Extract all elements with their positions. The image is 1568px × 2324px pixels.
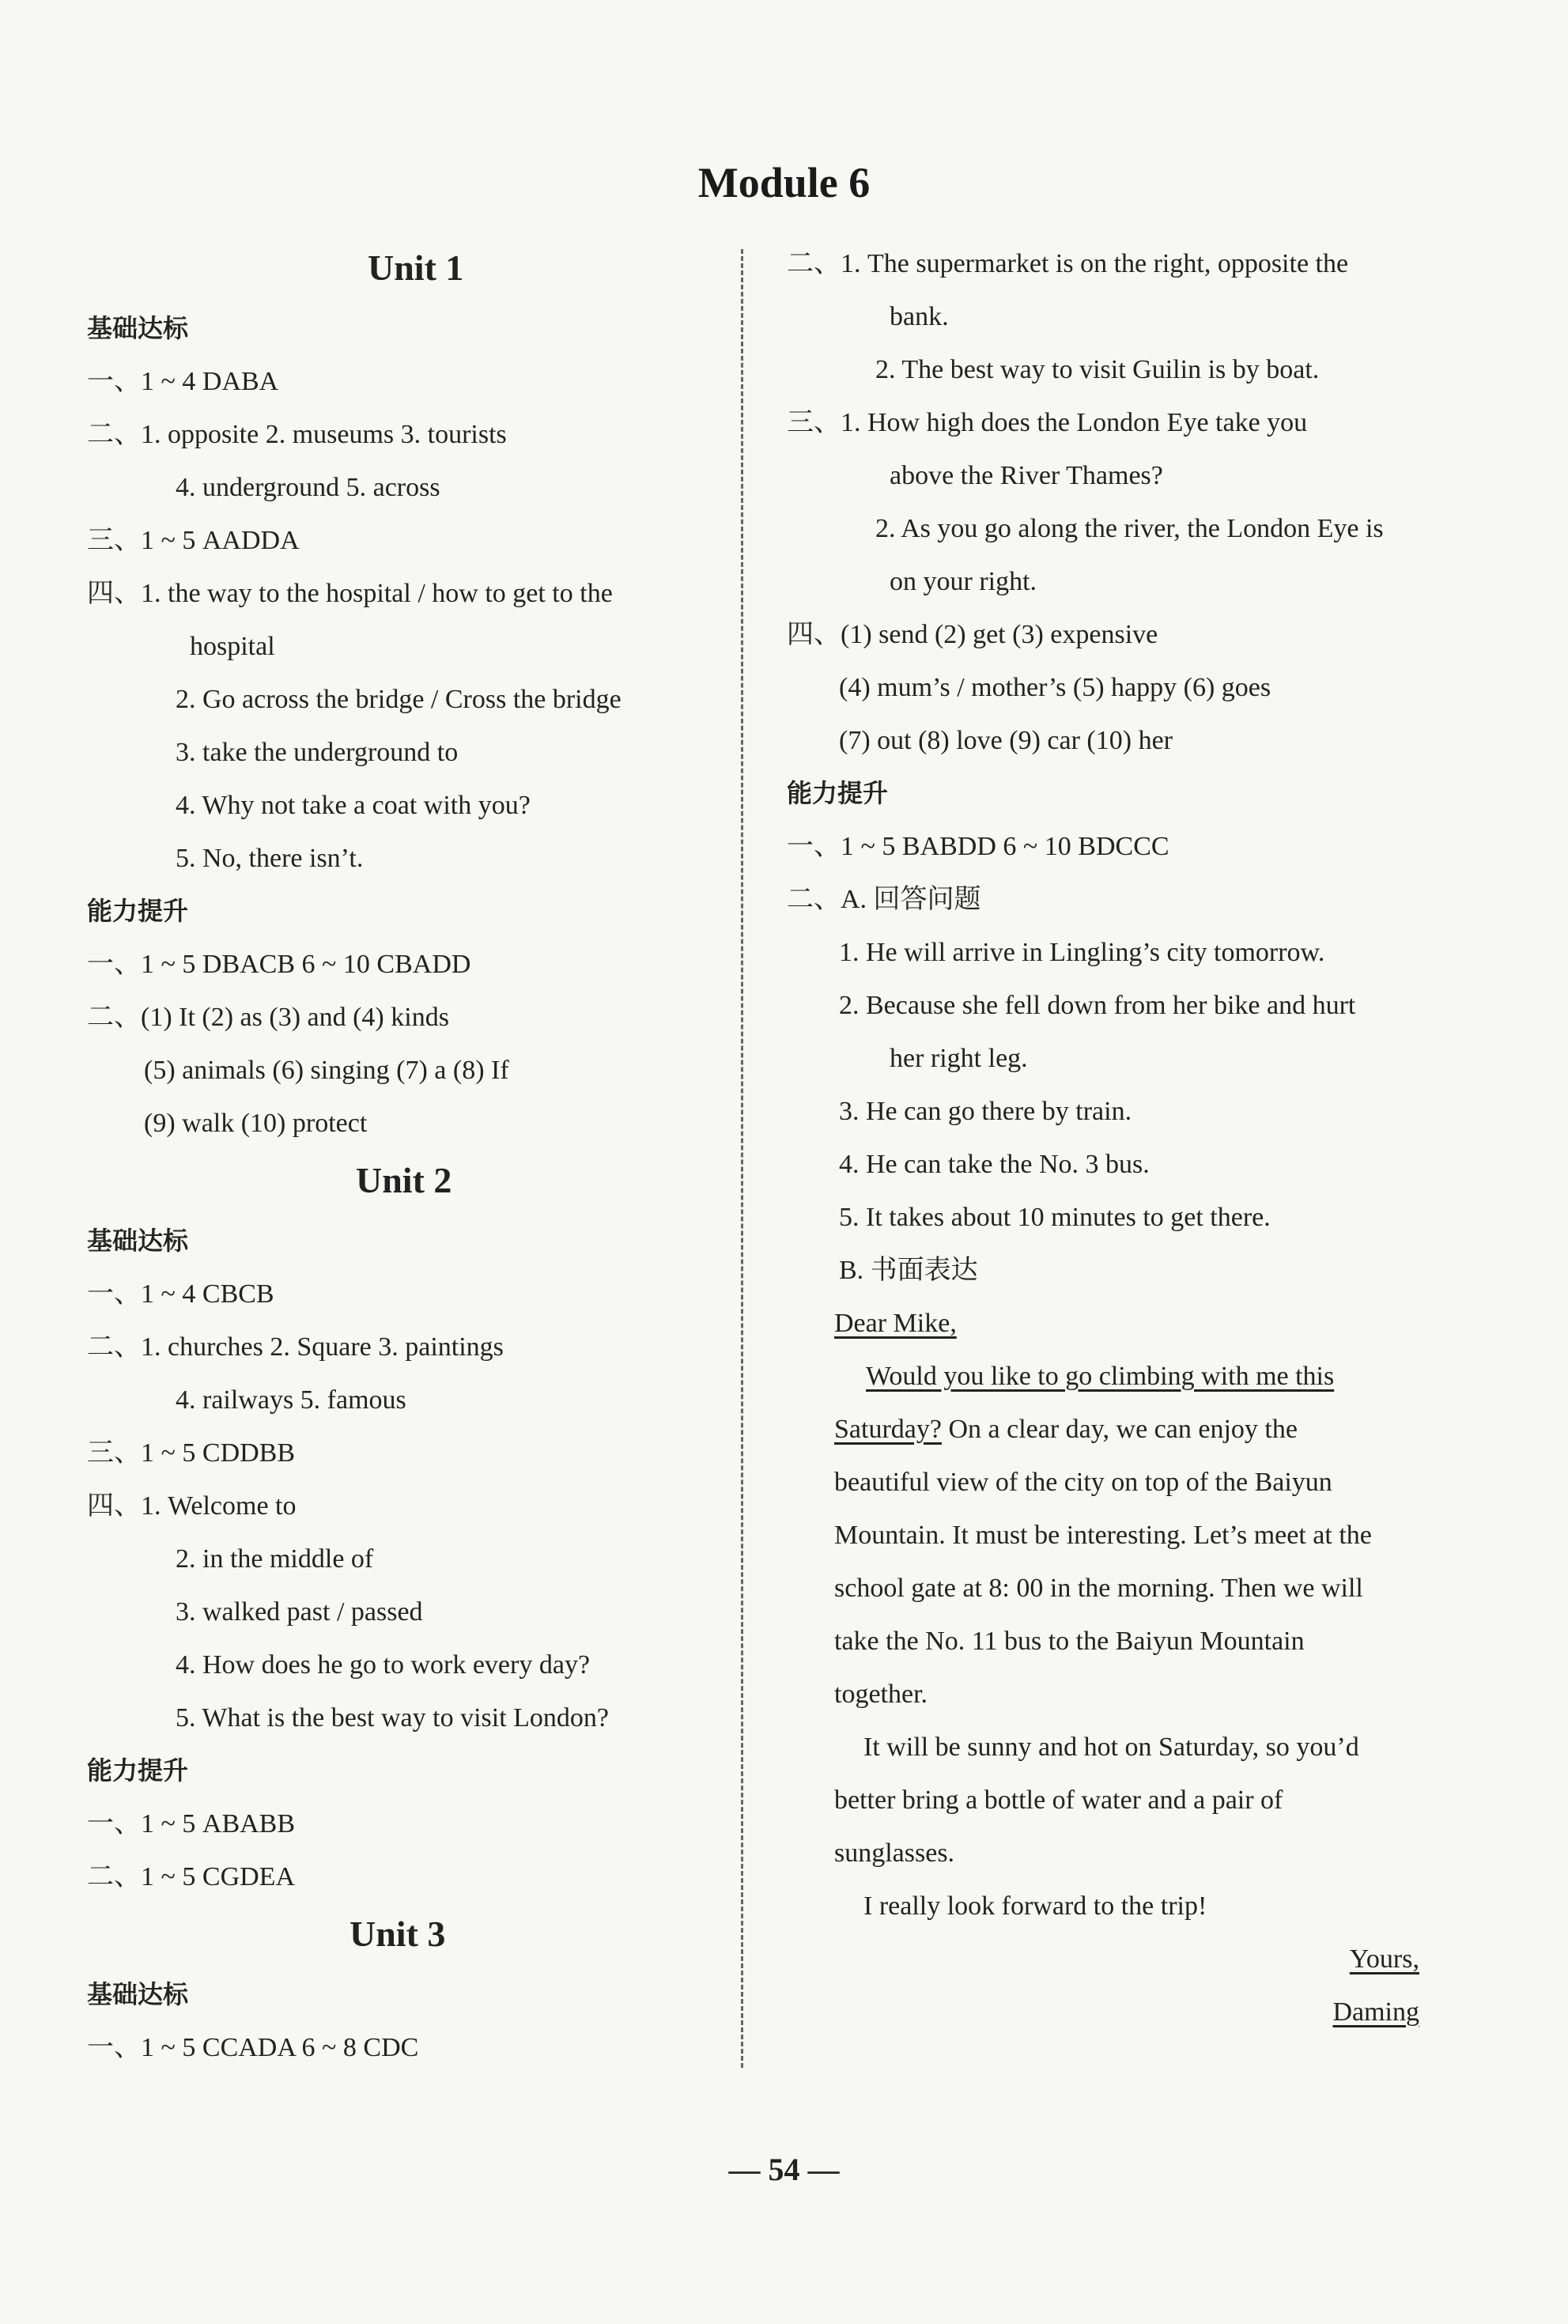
answer-line: 二、(1) It (2) as (3) and (4) kinds	[87, 1003, 449, 1032]
answer-line: 二、1 ~ 5 CGDEA	[87, 1862, 296, 1891]
answer-line: 4. railways 5. famous	[176, 1385, 406, 1415]
answer-line: 一、1 ~ 5 BABDD 6 ~ 10 BDCCC	[787, 832, 1169, 861]
answer-line: (5) animals (6) singing (7) a (8) If	[144, 1056, 509, 1085]
answer-line: 4. Why not take a coat with you?	[176, 791, 531, 820]
answer-line: 一、1 ~ 5 ABABB	[87, 1809, 296, 1838]
answer-line: 2. in the middle of	[176, 1544, 374, 1574]
answer-line: 5. It takes about 10 minutes to get there.	[839, 1203, 1271, 1232]
answer-line: 四、1. the way to the hospital / how to get to the	[87, 579, 613, 608]
answer-line: 4. How does he go to work every day?	[176, 1650, 591, 1680]
answer-line: 4. underground 5. across	[176, 473, 440, 502]
unit-2-basic-label: 基础达标	[87, 1226, 189, 1256]
right-advanced-label: 能力提升	[787, 778, 889, 808]
answer-line: 二、1. churches 2. Square 3. paintings	[87, 1332, 504, 1362]
answer-line: 二、A. 回答问题	[787, 885, 981, 914]
answer-line: her right leg.	[890, 1044, 1028, 1073]
answer-line: hospital	[190, 632, 275, 661]
letter-greeting-text: Dear Mike,	[834, 1309, 957, 1338]
answer-line: (4) mum’s / mother’s (5) happy (6) goes	[839, 673, 1271, 702]
letter-line	[787, 1403, 1435, 1456]
answer-line: 4. He can take the No. 3 bus.	[839, 1150, 1150, 1179]
letter-line	[787, 1350, 1435, 1403]
answer-line: 一、1 ~ 4 DABA	[87, 367, 279, 396]
answer-line: 2. Because she fell down from her bike and hurt	[839, 991, 1356, 1020]
answer-line: 四、(1) send (2) get (3) expensive	[787, 620, 1158, 649]
left-column	[87, 237, 743, 2074]
letter-line: It will be sunny and hot on Saturday, so you’d	[863, 1733, 1359, 1762]
answer-line: on your right.	[890, 567, 1037, 596]
writing-title: B. 书面表达	[839, 1256, 978, 1285]
answer-line: 1. He will arrive in Lingling’s city tomorrow.	[839, 938, 1325, 967]
page-number: — 54 —	[728, 2152, 840, 2187]
letter-line: sunglasses.	[834, 1838, 955, 1868]
answer-line: (7) out (8) love (9) car (10) her	[839, 726, 1173, 755]
letter-greeting	[787, 1297, 1435, 1350]
answer-line: 5. What is the best way to visit London?	[176, 1703, 610, 1733]
letter-line: beautiful view of the city on top of the Baiyun	[834, 1468, 1332, 1497]
module-title: Module 6	[697, 159, 871, 206]
answer-line: 5. No, there isn’t.	[176, 844, 364, 873]
answer-line: 三、1. How high does the London Eye take you	[787, 408, 1308, 437]
answer-line: 三、1 ~ 5 AADDA	[87, 526, 300, 555]
letter-text: Would you like to go climbing with me this	[866, 1362, 1335, 1391]
answer-line: 3. walked past / passed	[176, 1597, 423, 1627]
letter-line: take the No. 11 bus to the Baiyun Mountain	[834, 1627, 1305, 1656]
letter-signature-text: Daming	[1332, 1997, 1419, 2027]
answer-line: 3. He can go there by train.	[839, 1097, 1132, 1126]
answer-line: 一、1 ~ 5 CCADA 6 ~ 8 CDC	[87, 2033, 419, 2062]
right-column	[787, 237, 1435, 2039]
letter-closing-text: Yours,	[1349, 1944, 1419, 1974]
letter-closing	[787, 1933, 1435, 1986]
letter-line: I really look forward to the trip!	[863, 1891, 1207, 1921]
letter-line: Mountain. It must be interesting. Let’s meet at the	[834, 1521, 1372, 1550]
letter-line: together.	[834, 1680, 928, 1709]
letter-signature	[787, 1986, 1435, 2039]
answer-line: 一、1 ~ 4 CBCB	[87, 1279, 274, 1309]
answer-line: 三、1 ~ 5 CDDBB	[87, 1438, 296, 1468]
letter-text: Saturday?	[834, 1415, 942, 1444]
answer-line: (9) walk (10) protect	[144, 1109, 368, 1138]
unit-1-advanced-label: 能力提升	[87, 896, 189, 926]
letter-line: better bring a bottle of water and a pair of	[834, 1786, 1283, 1815]
letter-line: school gate at 8: 00 in the morning. Then we will	[834, 1574, 1363, 1603]
unit-3-basic-label: 基础达标	[87, 1979, 189, 2009]
answer-line: 四、1. Welcome to	[87, 1491, 297, 1521]
unit-3-title: Unit 3	[349, 1914, 446, 1954]
unit-2-advanced-label: 能力提升	[87, 1755, 189, 1786]
answer-line: 3. take the underground to	[176, 738, 459, 767]
answer-line: 二、1. opposite 2. museums 3. tourists	[87, 420, 507, 449]
letter-text: On a clear day, we can enjoy the	[948, 1415, 1298, 1444]
unit-1-title: Unit 1	[368, 248, 464, 288]
answer-line: 2. Go across the bridge / Cross the bridge	[176, 685, 622, 714]
answer-line: 二、1. The supermarket is on the right, opposite the	[787, 249, 1349, 278]
unit-2-title: Unit 2	[356, 1160, 452, 1200]
answer-line: above the River Thames?	[890, 461, 1163, 490]
answer-line: 2. The best way to visit Guilin is by boat.	[875, 355, 1320, 384]
answer-line: 一、1 ~ 5 DBACB 6 ~ 10 CBADD	[87, 950, 471, 979]
answer-line: bank.	[890, 302, 949, 331]
answer-line: 2. As you go along the river, the London Eye is	[875, 514, 1384, 543]
unit-1-basic-label: 基础达标	[87, 313, 189, 343]
